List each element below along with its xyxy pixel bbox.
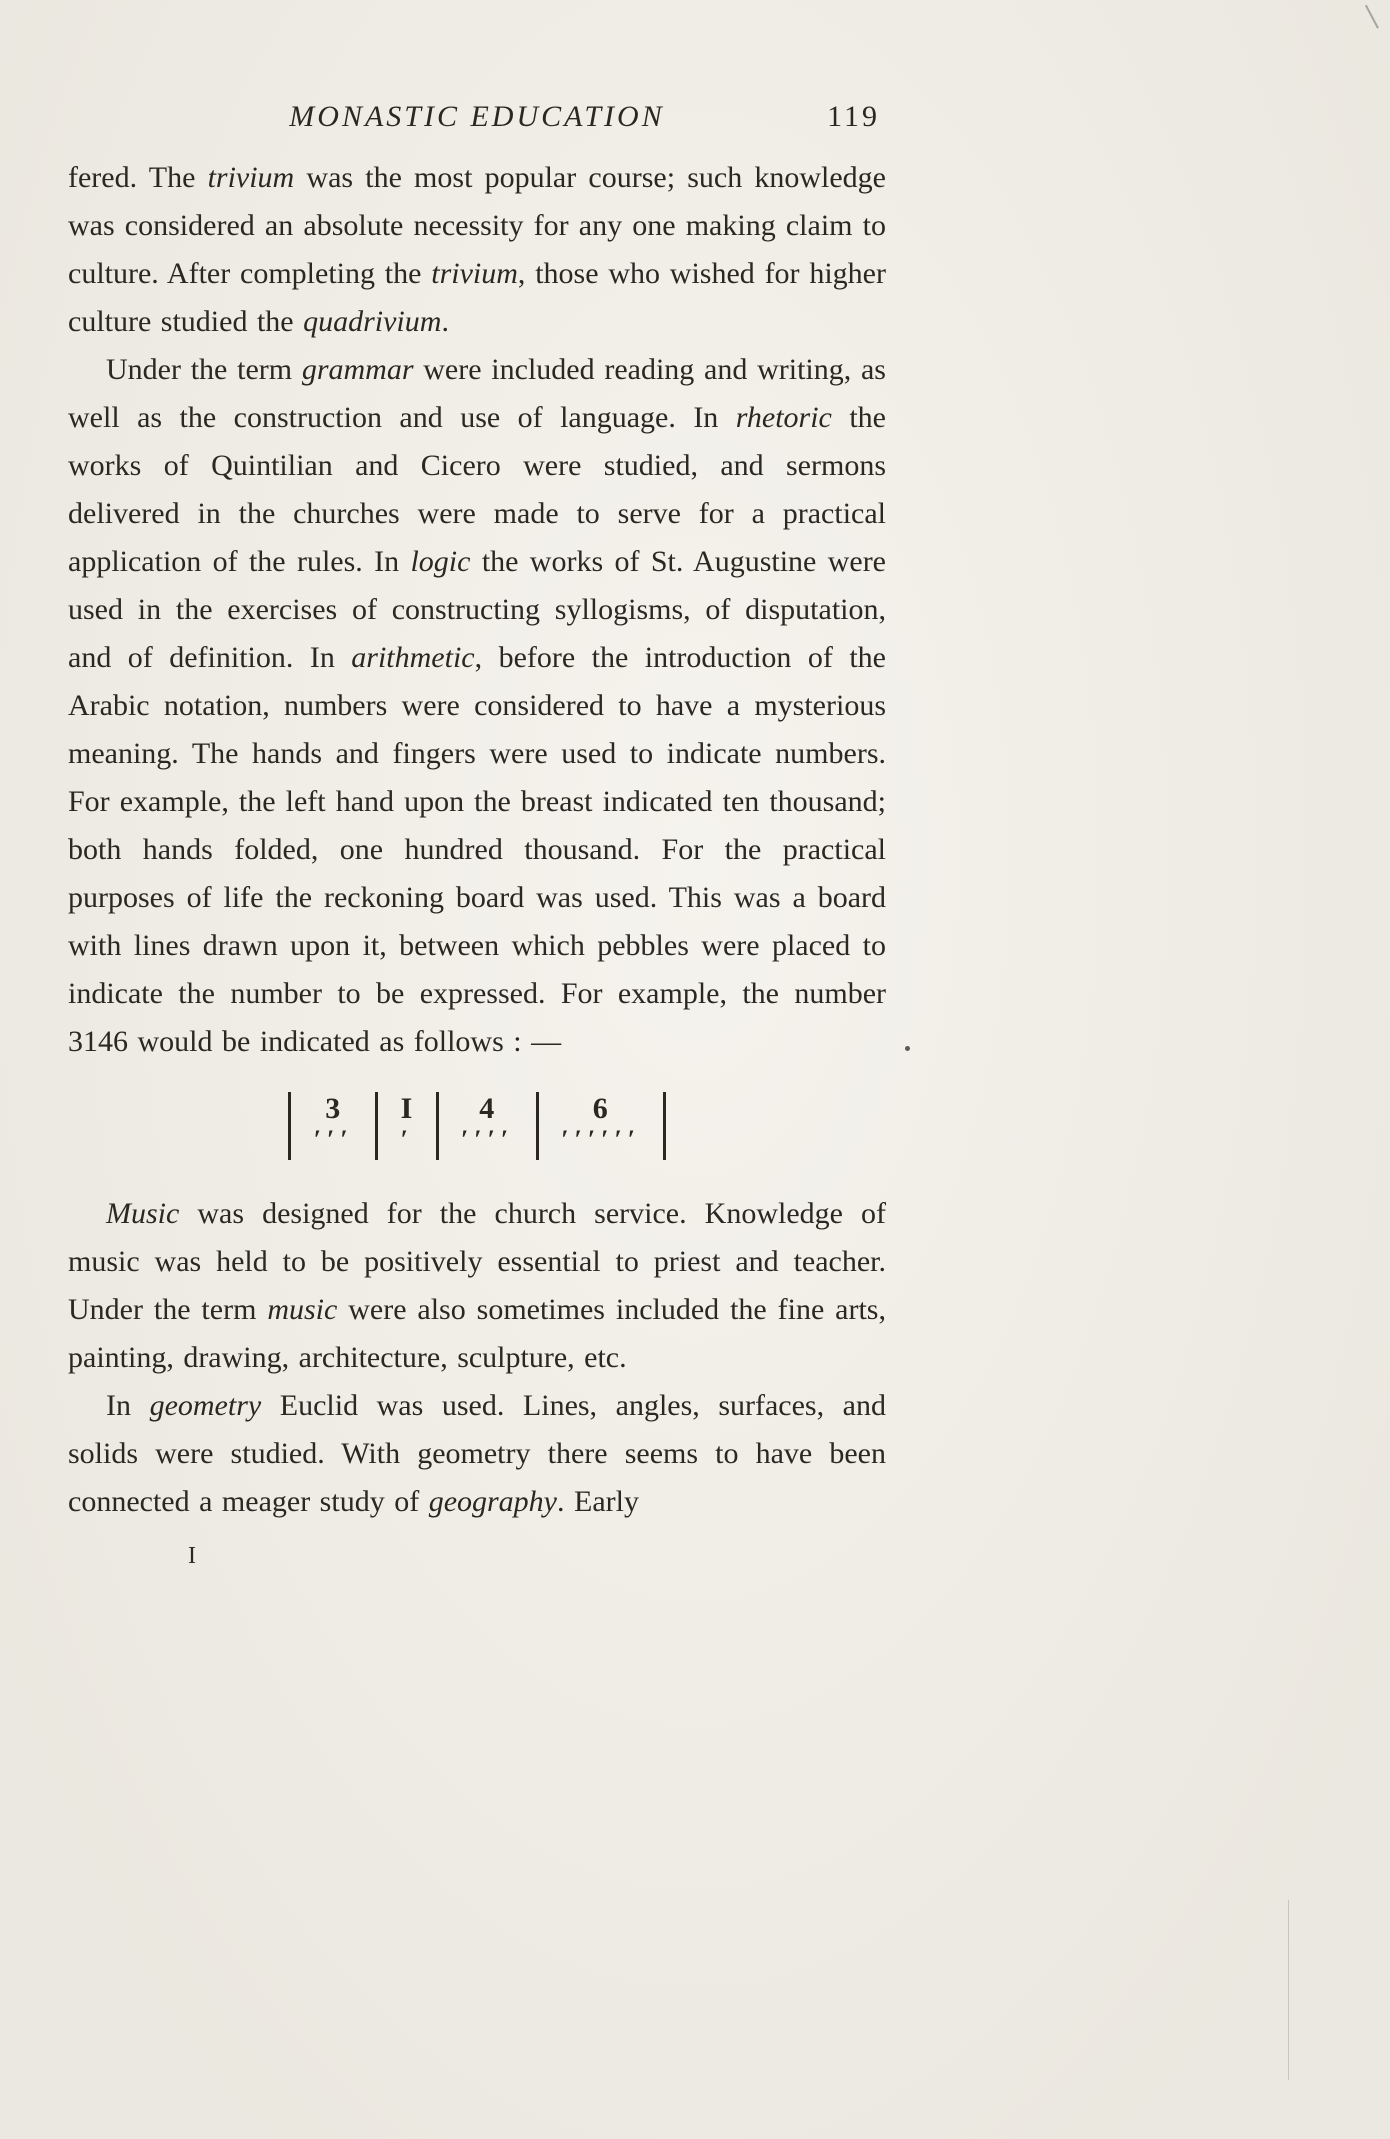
italic-text-run: grammar bbox=[301, 353, 414, 386]
italic-text-run: rhetoric bbox=[735, 401, 832, 434]
scan-corner-mark bbox=[1365, 0, 1390, 29]
text-run: was designed for the church service. Knowledge of music was held to be positively essential to priest and teacher. Under the term bbox=[68, 1197, 886, 1326]
text-run: was the most popular course; such knowledge was considered an absolute necessity for any one making claim to culture. After completing the bbox=[68, 161, 886, 290]
italic-text-run: arithmetic bbox=[351, 641, 475, 674]
abacus-tick-marks: ′ bbox=[400, 1125, 414, 1154]
abacus-tick-marks: ′′′′ bbox=[460, 1125, 514, 1154]
text-run: . Early bbox=[557, 1485, 639, 1518]
italic-text-run: trivium bbox=[431, 257, 518, 290]
abacus-column bbox=[436, 1092, 536, 1160]
text-run: Under the term bbox=[106, 353, 302, 386]
running-title: MONASTIC EDUCATION bbox=[289, 100, 665, 133]
abacus-tick-marks: ′′′′′′ bbox=[560, 1125, 641, 1154]
abacus-tick-marks: ′′′ bbox=[313, 1125, 354, 1154]
text-run: the works of St. Augustine were used in the exercises of constructing syllogisms, of disputation, and of definition. In bbox=[68, 545, 886, 674]
page-header bbox=[68, 100, 886, 144]
reckoning-board-figure bbox=[68, 1092, 886, 1160]
signature-mark: I bbox=[188, 1543, 196, 1569]
scan-edge-line bbox=[1288, 1900, 1289, 2080]
text-run: , before the introduction of the Arabic notation, numbers were considered to have a mysterious meaning. The hands and fingers were used to indicate numbers. For example, the left hand upon the breast indicated ten thousand; both hands folded, one hundred thousand. For the practical purposes of life the reckoning board was used. This was a board with lines drawn upon it, between which pebbles were placed to indicate the number to be expressed. For example, the number 3146 would be indicated as follows : — bbox=[68, 641, 886, 1058]
abacus-column bbox=[536, 1092, 666, 1160]
abacus-digit: I bbox=[400, 1092, 414, 1125]
italic-text-run: Music bbox=[106, 1197, 180, 1230]
text-run: fered. The bbox=[68, 161, 208, 194]
text-run: the works of Quintilian and Cicero were studied, and sermons delivered in the churches were made to serve for a practical application of the rules. In bbox=[68, 401, 886, 578]
text-run: were also sometimes included the fine arts, painting, drawing, architecture, sculpture, etc. bbox=[68, 1293, 886, 1374]
scan-speck bbox=[905, 1046, 910, 1051]
text-run: In bbox=[106, 1389, 150, 1422]
paragraphs-upper bbox=[68, 154, 886, 1066]
page-number: 119 bbox=[827, 100, 880, 133]
abacus-digit: 3 bbox=[325, 1092, 342, 1125]
paragraph bbox=[68, 346, 886, 1066]
paragraph bbox=[68, 1190, 886, 1382]
abacus-digit: 4 bbox=[479, 1092, 496, 1125]
paragraphs-lower bbox=[68, 1190, 886, 1526]
italic-text-run: music bbox=[267, 1293, 338, 1326]
abacus-column bbox=[288, 1092, 375, 1160]
text-run: Euclid was used. Lines, angles, surfaces, and solids were studied. With geometry there seems to have been connected a meager study of bbox=[68, 1389, 886, 1518]
italic-text-run: quadrivium bbox=[303, 305, 442, 338]
text-column bbox=[68, 154, 886, 1570]
italic-text-run: geography bbox=[428, 1485, 557, 1518]
abacus-column bbox=[375, 1092, 435, 1160]
italic-text-run: trivium bbox=[207, 161, 295, 194]
paragraph bbox=[68, 1382, 886, 1526]
paragraph bbox=[68, 154, 886, 346]
italic-text-run: logic bbox=[410, 545, 471, 578]
text-run: , those who wished for higher culture studied the bbox=[68, 257, 886, 338]
text-run: . bbox=[441, 305, 449, 338]
italic-text-run: geometry bbox=[149, 1389, 262, 1422]
text-run: were included reading and writing, as well as the construction and use of language. In bbox=[68, 353, 886, 434]
abacus-digit: 6 bbox=[592, 1092, 609, 1125]
